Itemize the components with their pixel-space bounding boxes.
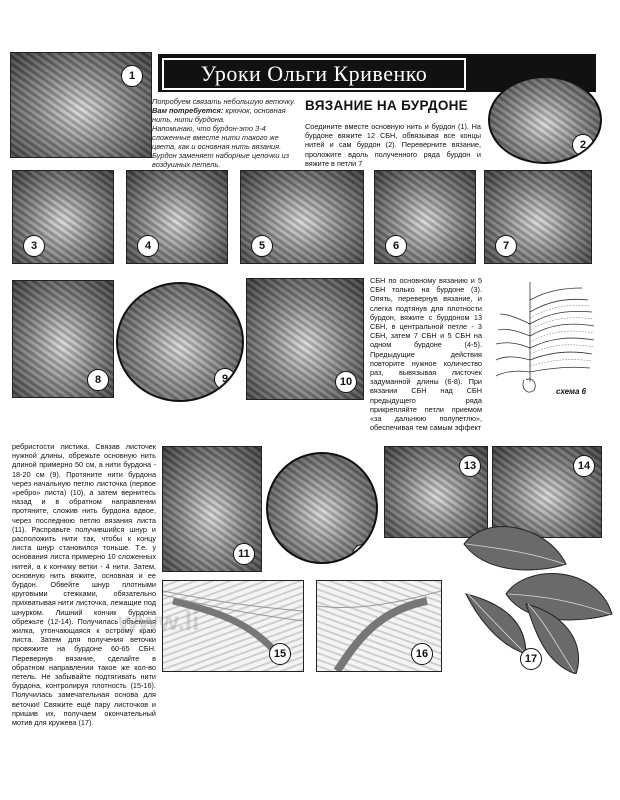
page-title: Уроки Ольги Кривенко [162,58,466,90]
figure-number: 13 [459,455,481,477]
needs-label: Вам потребуется: [152,106,224,115]
figure-number: 5 [251,235,273,257]
photo-step-3 [12,170,114,264]
intro-note: Напоминаю, что бурдон-это 3-4 сложенные вместе нити такого же цвета, как и основная нить вязания. Бурдон заменяет наборные цепочки из воздушных петель. [152,124,290,169]
figure-number: 6 [385,235,407,257]
photo-step-10 [246,278,364,400]
figure-number: 1 [121,65,143,87]
watermark: www.li [118,606,200,636]
photo-step-9 [116,282,244,402]
photo-step-4 [126,170,228,264]
figure-number: 4 [137,235,159,257]
figure-number: 2 [572,134,594,156]
figure-number: 11 [233,543,255,565]
figure-number: 14 [573,455,595,477]
intro-line: Попробуем связать небольшую веточку. [152,97,296,106]
section-heading: ВЯЗАНИЕ НА БУРДОНЕ [305,98,468,113]
photo-step-8 [12,280,114,398]
photo-step-11 [162,446,262,572]
photo-step-7 [484,170,592,264]
figure-number: 17 [524,653,538,665]
photo-step-12 [266,452,378,564]
photo-step-2 [488,76,602,164]
figure-number: 16 [411,643,433,665]
figure-number: 10 [335,371,357,393]
needs-text: крючок, основная нить, нити бурдона. [152,106,286,124]
paragraph-3: ребристости листика. Связав листочек нужной длины, обрежьте основную нить длиной примерно 50 см, а нити бурдона - 18-20 см (9). Протяните нити бурдона через начальную петлю листочка (первое «ребро» листа) (10), а затем вернитесь назад и в обратном направлении протяните, сложив нить бурдона вдвое, через последнюю петлю вязания листа (11). Расправьте получившийся шнур и расположить нити так, чтобы к концу листа шнур становился тоньше. Т.е. у основания листа примерно 10 сложенных нитей, а к кончику ветки - 4 нити. Затем, основную нить вяжите, основная и ее бурдон. Обвейте шнур плотными круговыми стежками, обязательно прихватывая нити листочка, лежащие под шнурком. Лишний кончик бурдона обрежьте (12-14). Получилась объемная жилка, утончающаяся к острому краю листа. Затем для получения веточки провяжите на бурдоне 60-65 СБН. Перевернув вязание, сделайте в обратном направлении такое же кол-во петель. Не забывайте подтягивать нити бурдона, контролируя плотность (15-16). Получилась замечательная основа для веточки! Свяжите ещё пару листочков и пришив их, получаем окончательный мотив для кружева (17). [12,442,156,728]
figure-number: 15 [269,643,291,665]
photo-step-5 [240,170,364,264]
figure-number: 7 [495,235,517,257]
paragraph-2: СБН по основному вязанию и 5 СБН только на бурдоне (3). Опять, перевернув вязание, и слегка подтянув для плотности бурдон, вяжите с бурдоном 13 СБН, в центральной петле - 3 СБН, затем 7 СБН и 5 СБН на одном бурдоне (4-5). Предыдущие действия повторите нужное количество раз, вывязывая листочек задуманной длины (6-8). При вязании СБН над СБН предыдущего ряда прикрепляйте петли приемом «за дальнюю полупетлю», обеспечивая тем самым эффект [370,276,482,433]
photo-step-6 [374,170,476,264]
paragraph-1: Соедините вместе основную нить и бурдон (1). На бурдоне вяжите 12 СБН, обвязывая все концы нитей и сам бурдон (2). Переверните вязание, проложите вдоль полученного ряда бурдон и вяжите в петли 7 [305,122,481,168]
figure-number: 12 [352,544,374,564]
figure-number: 3 [23,235,45,257]
figure-number-17 [520,648,542,670]
figure-number: 9 [214,368,236,390]
photo-step-1 [10,52,152,158]
schema-label: схема 6 [556,387,587,396]
figure-number: 8 [87,369,109,391]
photo-step-16 [316,580,442,672]
intro-text [152,97,300,169]
schema-6-diagram [490,272,604,402]
